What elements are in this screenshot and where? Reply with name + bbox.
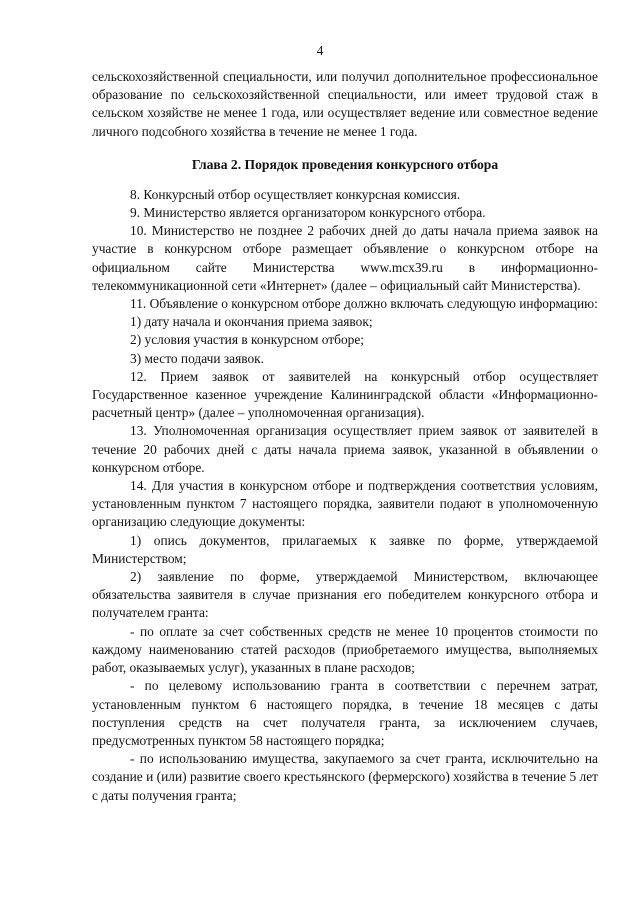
paragraph-11-item-3: 3) место подачи заявок.	[130, 350, 265, 366]
paragraph-14-item-2: 2) заявление по форме, утверждаемой Министерством, включающее обязательства заявителя в случае признания его победителем конкурсного отбора и получателем гранта:	[92, 569, 598, 621]
paragraph-11: 11. Объявление о конкурсном отборе должно включать следующую информацию:	[130, 296, 598, 312]
paragraph-14-item-2-c: - по использованию имущества, закупаемого за счет гранта, исключительно на создание и (или) развитие своего крестьянского (фермерского) хозяйства в течение 5 лет с даты получения гранта;	[92, 751, 598, 803]
paragraph-10: 10. Министерство не позднее 2 рабочих дней до даты начала приема заявок на участие в конкурсном отборе размещает объявление о конкурсном отборе на официальном сайте Министерства www.mcx39.ru в информационно-телекоммуникационной сети «Интернет» (далее – официальный сайт Министерства).	[92, 223, 598, 293]
intro-paragraph: сельскохозяйственной специальности, или получил дополнительное профессиональное образование по сельскохозяйственной специальности, или имеет трудовой стаж в сельском хозяйстве не менее 1 года, или осуществляет ведение или совместное ведение личного подсобного хозяйства в течение не менее 1 года.	[92, 69, 598, 139]
paragraph-11-item-1: 1) дату начала и окончания приема заявок;	[130, 314, 373, 330]
paragraph-13: 13. Уполномоченная организация осуществляет прием заявок от заявителей в течение 20 рабочих дней с даты начала приема заявок, указанной в объявлении о конкурсном отборе.	[92, 423, 598, 475]
paragraph-14-item-2-b: - по целевому использованию гранта в соответствии с перечнем затрат, установленным пунктом 6 настоящего порядка, в течение 18 месяцев с даты поступления средств на счет получателя гранта, за исключением случаев, предусмотренных пунктом 58 настоящего порядка;	[92, 678, 598, 748]
paragraph-12: 12. Прием заявок от заявителей на конкурсный отбор осуществляет Государственное казенное учреждение Калининградской области «Информационно-расчетный центр» (далее – уполномоченная организация).	[92, 368, 598, 421]
paragraph-14-item-2-a: - по оплате за счет собственных средств не менее 10 процентов стоимости по каждому наименованию статей расходов (приобретаемого имущества, выполняемых работ, оказываемых услуг), указанных в плане расходов;	[92, 623, 598, 676]
paragraph-11-item-2: 2) условия участия в конкурсном отборе;	[130, 332, 365, 348]
chapter-heading: Глава 2. Порядок проведения конкурсного отбора	[191, 156, 499, 172]
paragraph-8: 8. Конкурсный отбор осуществляет конкурсная комиссия.	[130, 186, 461, 202]
page-number: 4	[316, 43, 324, 58]
paragraph-14-item-1: 1) опись документов, прилагаемых к заявке по форме, утверждаемой Министерством;	[92, 532, 598, 566]
paragraph-14: 14. Для участия в конкурсном отборе и подтверждения соответствия условиям, установленным пунктом 7 настоящего порядка, заявители подают в уполномоченную организацию следующие документы:	[92, 478, 598, 530]
paragraph-9: 9. Министерство является организатором конкурсного отбора.	[130, 205, 486, 221]
